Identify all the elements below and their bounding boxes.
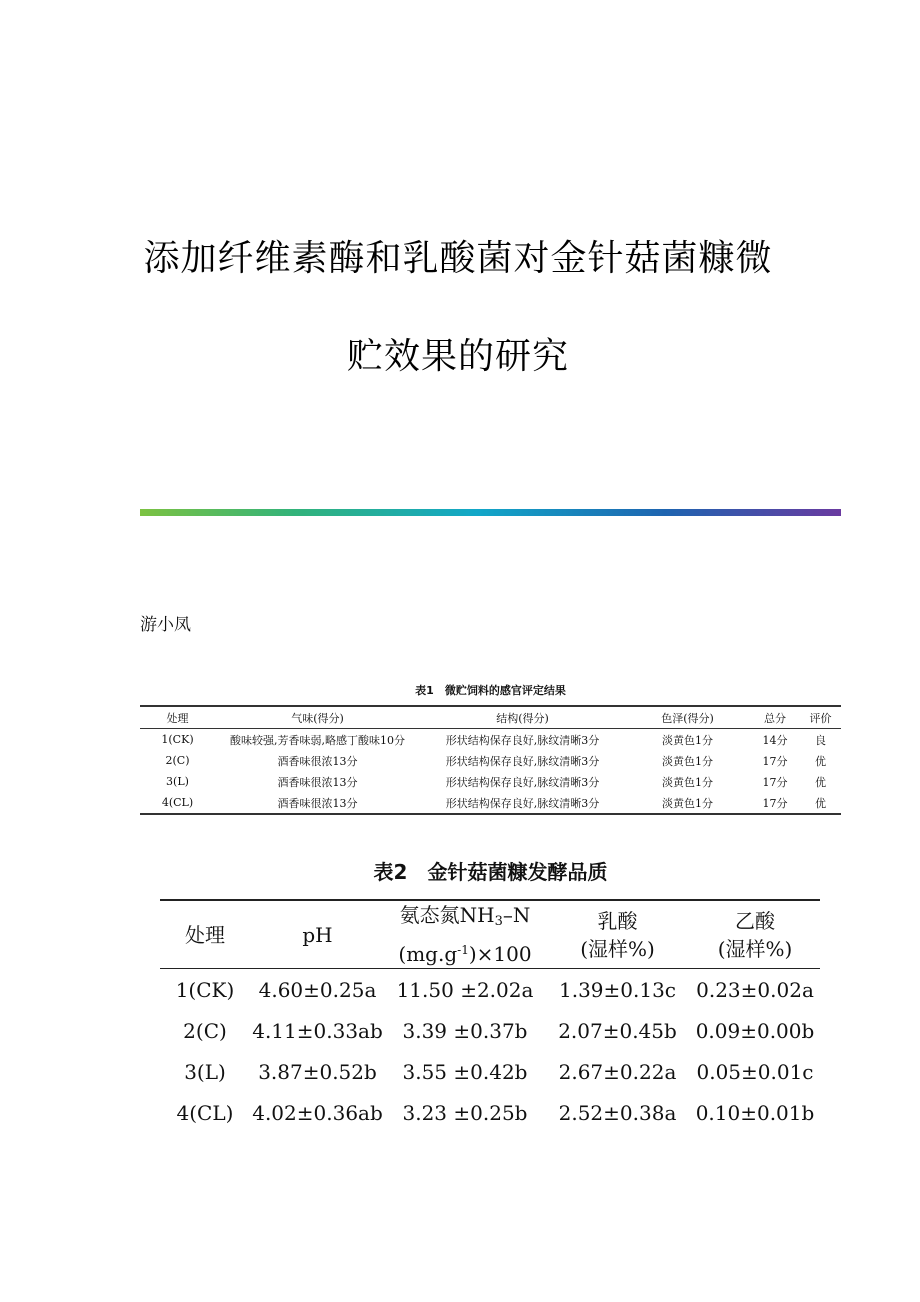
- header-text: –N: [502, 903, 531, 927]
- table-cell: 3.87±0.52b: [258, 1059, 377, 1084]
- table-header-row: [140, 706, 841, 729]
- table-header-row: [160, 900, 820, 969]
- table-cell: 淡黄色1分: [662, 796, 713, 810]
- table-cell: 1(CK): [175, 977, 235, 1002]
- table-row: [160, 969, 820, 1011]
- document-title-line-1: 添加纤维素酶和乳酸菌对金针菇菌糠微: [143, 238, 773, 279]
- table-cell: 4.02±0.36ab: [252, 1100, 383, 1125]
- table-row: [160, 1010, 820, 1051]
- column-header-acetic-acid: [690, 900, 820, 969]
- table-cell: 形状结构保存良好,脉纹清晰3分: [445, 775, 600, 789]
- table-cell: 0.05±0.01c: [696, 1059, 814, 1084]
- decorative-gradient-divider: [140, 509, 841, 516]
- table-cell: 0.09±0.00b: [695, 1018, 815, 1043]
- table-cell: 0.10±0.01b: [695, 1100, 815, 1125]
- table-row: [140, 792, 841, 814]
- header-text: 乳酸: [597, 908, 638, 933]
- table-cell: 3(L): [184, 1059, 226, 1084]
- table-cell: 酒香味很浓13分: [277, 775, 358, 789]
- table-cell: 2.52±0.38a: [558, 1100, 677, 1125]
- column-header: 评价: [809, 711, 832, 725]
- header-text: (湿样%): [717, 936, 793, 961]
- table-cell: 形状结构保存良好,脉纹清晰3分: [445, 754, 600, 768]
- table-cell: 17分: [762, 775, 788, 789]
- fermentation-quality-table: [160, 899, 820, 1133]
- header-text: 氨态氮NH: [399, 903, 495, 927]
- column-header-ph: pH: [302, 922, 333, 947]
- table-cell: 4(CL): [176, 1100, 234, 1125]
- column-header-ammonia-nitrogen: [385, 900, 545, 969]
- table-cell: 1.39±0.13c: [558, 977, 677, 1002]
- subscript: 3: [494, 914, 503, 929]
- table-cell: 淡黄色1分: [662, 754, 713, 768]
- table-cell: 淡黄色1分: [662, 733, 713, 747]
- header-text: (湿样%): [580, 936, 655, 961]
- table-row: [140, 771, 841, 792]
- table-cell: 3.39 ±0.37b: [402, 1018, 528, 1043]
- column-header: 色泽(得分): [661, 711, 714, 725]
- table-cell: 3.55 ±0.42b: [402, 1059, 528, 1084]
- column-header: 气味(得分): [291, 711, 344, 725]
- header-text: 乙酸: [735, 908, 775, 933]
- column-header-lactic-acid: [545, 900, 690, 969]
- table-cell: 形状结构保存良好,脉纹清晰3分: [445, 733, 600, 747]
- author-name: 游小凤: [140, 615, 191, 635]
- table-cell: 0.23±0.02a: [696, 977, 814, 1002]
- header-text: )×100: [468, 942, 532, 966]
- superscript: -1: [457, 943, 469, 957]
- column-header: 处理: [166, 711, 189, 725]
- table-cell: 形状结构保存良好,脉纹清晰3分: [445, 796, 600, 810]
- table-cell: 3.23 ±0.25b: [402, 1100, 528, 1125]
- table-row: [160, 1092, 820, 1133]
- table1-caption: 表1 微贮饲料的感官评定结果: [415, 684, 566, 697]
- table-cell: 酸味较强,芳香味弱,略感丁酸味10分: [230, 733, 405, 747]
- table-cell: 2(C): [183, 1018, 227, 1043]
- table-cell: 17分: [762, 754, 788, 768]
- table-row: [160, 1051, 820, 1092]
- table-cell: 优: [815, 775, 826, 789]
- table-cell: 酒香味很浓13分: [277, 796, 358, 810]
- table-row: [140, 729, 841, 751]
- table-cell: 4.60±0.25a: [258, 977, 377, 1002]
- column-header: 总分: [764, 711, 786, 725]
- table-cell: 11.50 ±2.02a: [396, 977, 534, 1002]
- document-title-line-2: 贮效果的研究: [346, 336, 569, 377]
- table-cell: 2(C): [165, 754, 190, 767]
- sensory-evaluation-table: [140, 705, 841, 815]
- table-cell: 酒香味很浓13分: [277, 754, 358, 768]
- table-row: [140, 750, 841, 771]
- table-cell: 良: [815, 733, 826, 747]
- table-cell: 1(CK): [161, 733, 194, 746]
- table-cell: 淡黄色1分: [662, 775, 713, 789]
- table-cell: 2.07±0.45b: [558, 1018, 677, 1043]
- table-cell: 2.67±0.22a: [558, 1059, 677, 1084]
- table-cell: 14分: [762, 733, 788, 747]
- table-cell: 优: [815, 796, 826, 810]
- column-header-treatment: 处理: [185, 922, 225, 947]
- table-cell: 优: [815, 754, 826, 768]
- table-cell: 4(CL): [161, 796, 194, 809]
- table2-caption: 表2 金针菇菌糠发酵品质: [373, 860, 608, 884]
- table-cell: 3(L): [166, 775, 189, 788]
- table-cell: 17分: [762, 796, 788, 810]
- table-cell: 4.11±0.33ab: [252, 1018, 383, 1043]
- column-header: 结构(得分): [496, 711, 549, 725]
- header-text: (mg.g: [398, 942, 458, 966]
